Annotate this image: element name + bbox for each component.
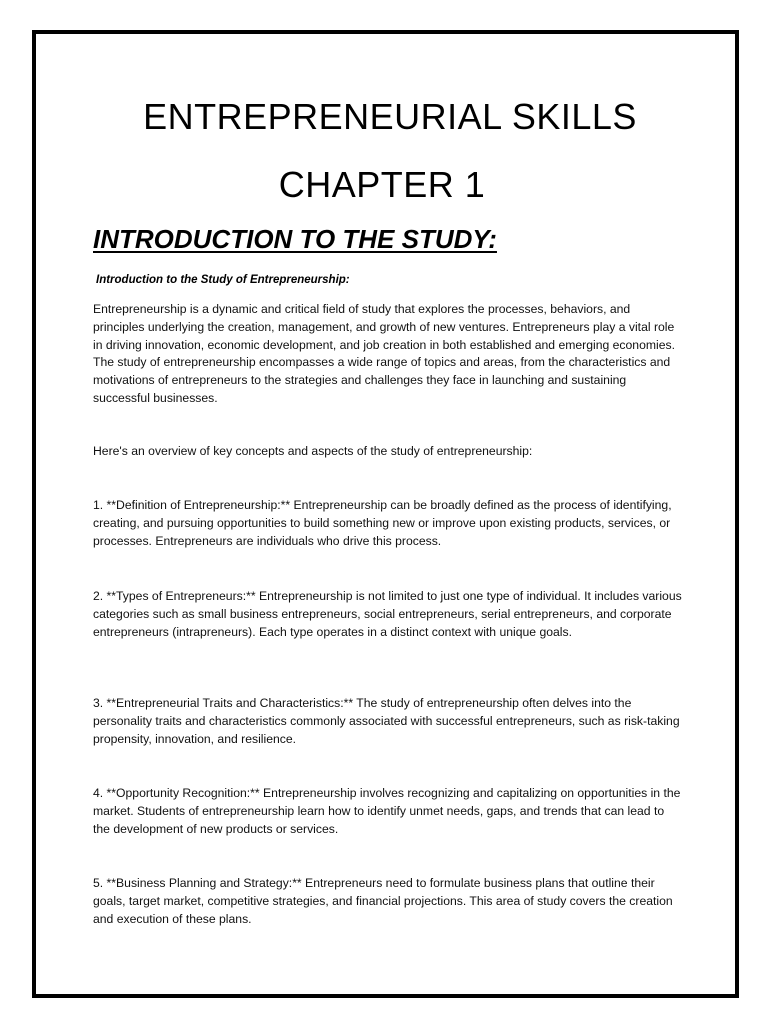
- list-item: 3. **Entrepreneurial Traits and Characteristics:** The study of entrepreneurship often delves into the personality traits and characteristics commonly associated with successful entrepreneurs, such as risk-taking propensity, innovation, and resilience.: [93, 696, 680, 746]
- list-item: 2. **Types of Entrepreneurs:** Entrepreneurship is not limited to just one type of individual. It includes various categories such as small business entrepreneurs, social entrepreneurs, serial entrepreneurs, and corporate entrepreneurs (intrapreneurs). Each type operates in a distinct context with unique goals.: [93, 589, 682, 639]
- document-title: ENTREPRENEURIAL SKILLS: [143, 96, 637, 137]
- list-item: 4. **Opportunity Recognition:** Entrepreneurship involves recognizing and capitalizing on opportunities in the market. Students of entrepreneurship learn how to identify unmet needs, gaps, and trends that can lead to the development of new products or services.: [93, 786, 681, 836]
- list-item: 5. **Business Planning and Strategy:** Entrepreneurs need to formulate business plans that outline their goals, target market, competitive strategies, and financial projections. This area of study covers the creation and execution of these plans.: [93, 876, 673, 926]
- chapter-title: CHAPTER 1: [278, 164, 486, 205]
- section-heading: INTRODUCTION TO THE STUDY:: [93, 224, 497, 254]
- overview-paragraph: Here's an overview of key concepts and aspects of the study of entrepreneurship:: [93, 444, 533, 458]
- intro-paragraph: Entrepreneurship is a dynamic and critical field of study that explores the processes, behaviors, and principles underlying the creation, management, and growth of new ventures. Entrepreneurs play a vital role in driving innovation, economic development, and job creation in both established and emerging economies. The study of entrepreneurship encompasses a wide range of topics and areas, from the characteristics and motivations of entrepreneurs to the strategies and challenges they face in launching and sustaining successful businesses.: [93, 302, 675, 405]
- subheading: Introduction to the Study of Entrepreneurship:: [96, 274, 350, 286]
- list-item: 1. **Definition of Entrepreneurship:** Entrepreneurship can be broadly defined as the process of identifying, creating, and pursuing opportunities to build something new or improve upon existing products, services, or processes. Entrepreneurs are individuals who drive this process.: [93, 498, 672, 548]
